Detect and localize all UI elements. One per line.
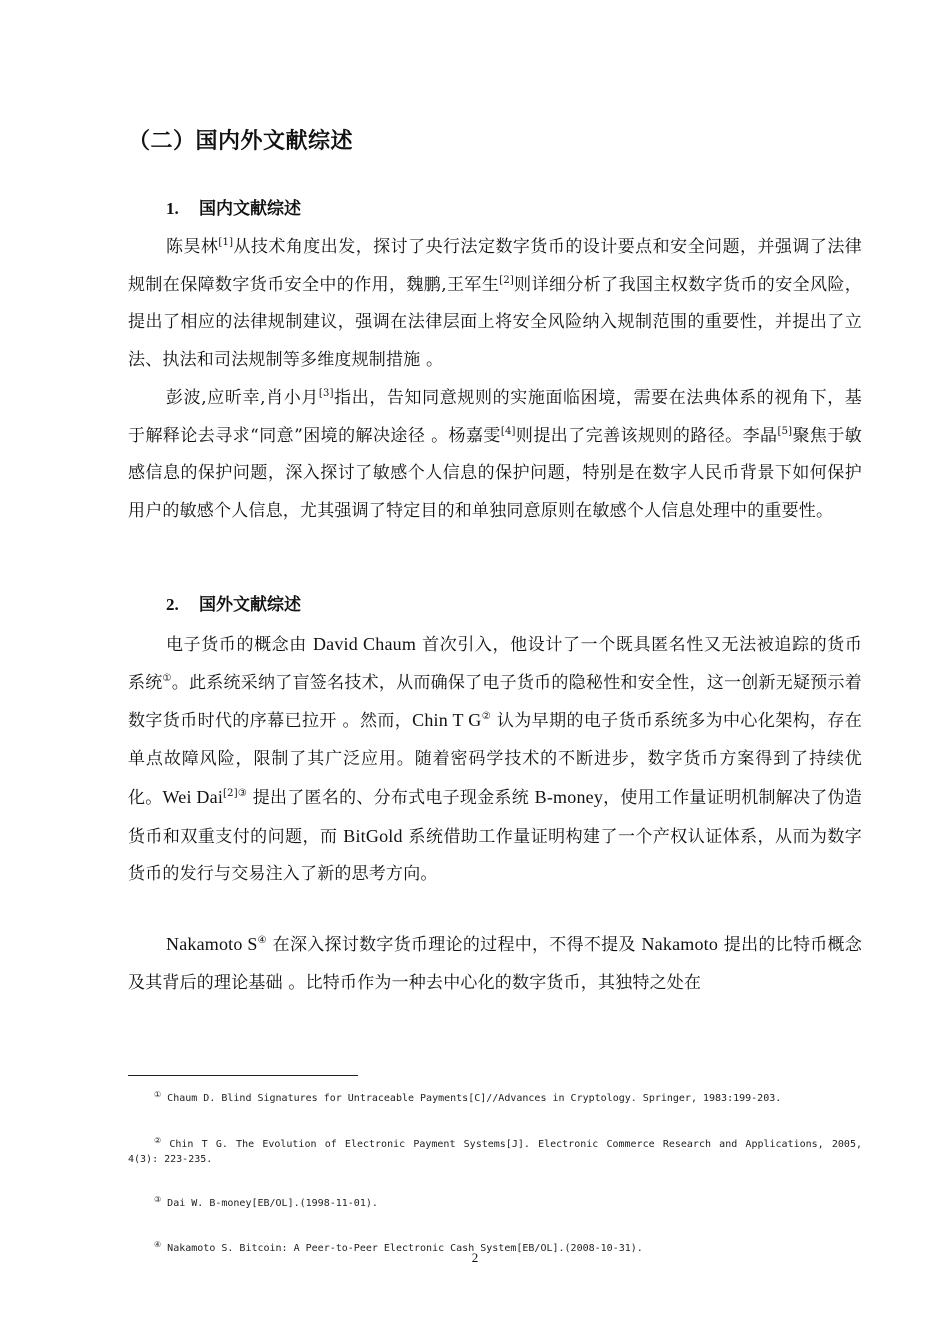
citation-ref: [2] (223, 787, 238, 799)
paragraph-foreign-2 (128, 926, 862, 1002)
text-run: 陈昊林 (166, 237, 219, 257)
text-run: David Chaum (312, 634, 417, 654)
text-run: 。此系统采纳了盲签名技术，从而确保了电子货币的隐秘性和安全性，这一创新无疑预示着数字货币时代的序幕已拉开 。然而， (128, 672, 862, 732)
text-run: B-money (534, 786, 604, 807)
text-run: ，使用工作量证明机制解决了伪造货币和双重支付的问题，而 (128, 787, 862, 847)
footnote-marker: ④ (257, 935, 267, 946)
text-run: 聚焦于敏感信息的保护问题，深入探讨了敏感个人信息的保护问题，特别是在数字人民币背景下如何保护用户的敏感个人信息，尤其强调了特定目的和单独同意原则在敏感个人信息处理中的重要性。 (128, 425, 863, 522)
text-run: 电子货币的概念由 (166, 635, 307, 655)
footnote-marker: ② (481, 711, 492, 723)
text-run: Chin T G (412, 710, 482, 731)
text-run: 提出了匿名的、分布式电子现金系统 (252, 787, 529, 808)
subsection-title: 国外文献综述 (199, 595, 301, 615)
footnote-mark: ② (154, 1136, 164, 1145)
text-run: 提出的比特币概念及其背后的理论基础 。比特币作为一种去中心化的数字货币，其独特之处在 (128, 935, 863, 993)
text-run: Nakamoto S (166, 934, 258, 954)
subsection-number: 1. (166, 199, 179, 218)
footnote-text: Dai W. B-money[EB/OL].(1998-11-01). (167, 1198, 378, 1209)
citation-ref: [5] (777, 425, 793, 437)
footnote (128, 1087, 862, 1106)
page-number: 2 (471, 1250, 479, 1265)
subsection-number: 2. (166, 595, 179, 614)
footnote-text: Nakamoto S. Bitcoin: A Peer-to-Peer Electronic Cash System[EB/OL].(2008-10-31). (167, 1243, 643, 1254)
paragraph-domestic-2 (128, 380, 862, 531)
text-run: 认为早期的电子货币系统多为中心化架构，存在单点故障风险，限制了其广泛应用。随着密码学技术的不断进步，数字货币方案得到了持续优化。 (128, 711, 863, 808)
citation-ref: [3] (318, 388, 334, 399)
footnote-mark: ① (154, 1090, 162, 1099)
citation-ref: [4] (500, 425, 516, 437)
footnote (128, 1192, 862, 1211)
text-run: 彭波,应昕幸,肖小月 (166, 388, 319, 408)
text-run: BitGold (343, 825, 403, 846)
section-heading: （二）国内外文献综述 (128, 129, 354, 154)
footnote-text: Chaum D. Blind Signatures for Untraceable Payments[C]//Advances in Cryptology. Springer, 1983:199-203. (167, 1093, 782, 1104)
paragraph-foreign-1 (128, 626, 862, 894)
text-run: 在深入探讨数字货币理论的过程中，不得不提及 (272, 935, 636, 955)
text-run: Nakamoto (641, 934, 719, 954)
text-run: 则提出了完善该规则的路径。李晶 (515, 425, 778, 446)
footnote-text: Chin T G. The Evolution of Electronic Payment Systems[J]. Electronic Commerce Research and Applications, 2005, 4(3): 223-235. (128, 1139, 862, 1165)
subsection-heading-domestic (166, 194, 301, 219)
citation-ref: [2] (499, 274, 514, 286)
footnote-mark: ③ (154, 1195, 162, 1204)
text-run: 首次引入，他设计了一个既具匿名性又无法被追踪的货币系统 (128, 635, 863, 693)
subsection-title: 国内文献综述 (199, 199, 301, 219)
footnote-mark: ④ (154, 1240, 162, 1249)
text-run: 指出，告知同意规则的实施面临困境，需要在法典体系的视角下，基于解释论去寻求“同意”困境的解决途径 。杨嘉雯 (128, 388, 863, 446)
footnote-marker: ③ (237, 787, 248, 799)
paragraph-domestic-1 (128, 229, 862, 380)
text-run: 则详细分析了我国主权数字货币的安全风险，提出了相应的法律规制建议，强调在法律层面上将安全风险纳入规制范围的重要性，并提出了立法、执法和司法规制等多维度规制措施 。 (128, 274, 862, 371)
footnote (128, 1133, 862, 1167)
citation-ref: [1] (218, 237, 234, 248)
footnote-marker: ① (162, 672, 172, 684)
text-run: Wei Dai (162, 786, 224, 807)
text-run: 从技术角度出发，探讨了央行法定数字货币的设计要点和安全问题，并强调了法律规制在保障数字货币安全中的作用，魏鹏,王军生 (128, 237, 862, 295)
footnote-separator (128, 1075, 358, 1076)
subsection-heading-foreign (166, 590, 301, 615)
text-run: 系统借助工作量证明构建了一个产权认证体系，从而为数字货币的发行与交易注入了新的思考方向。 (128, 826, 862, 885)
